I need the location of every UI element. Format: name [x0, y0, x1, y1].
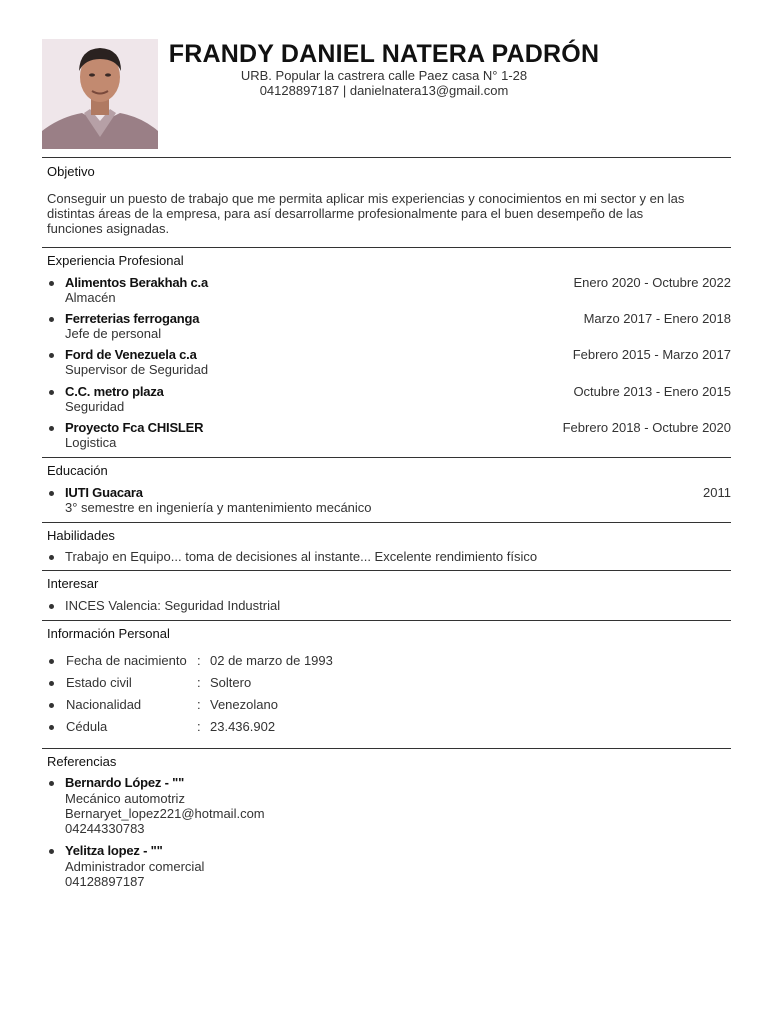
- experience-section: [42, 247, 731, 458]
- role: Seguridad: [65, 399, 125, 414]
- info-value: 23.436.902: [210, 719, 276, 734]
- personal-info-row: [47, 675, 731, 691]
- school-name: IUTI Guacara: [65, 485, 143, 500]
- reference-email: Bernaryet_lopez221@hotmail.com: [65, 806, 265, 821]
- education-year: 2011: [703, 485, 731, 500]
- info-colon: :: [197, 675, 201, 690]
- date-range: Enero 2020 - Octubre 2022: [573, 275, 731, 290]
- skill-item: [47, 549, 731, 565]
- section-title: Experiencia Profesional: [47, 253, 184, 268]
- company-name: Alimentos Berakhah c.a: [65, 275, 208, 290]
- personal-info-section: [42, 620, 731, 749]
- personal-info-row: [47, 653, 731, 669]
- reference-phone: 04128897187: [65, 874, 145, 889]
- bullet-icon: [49, 281, 54, 286]
- company-name: Ferreterias ferroganga: [65, 311, 200, 326]
- reference-item: [47, 843, 731, 891]
- bullet-icon: [49, 390, 54, 395]
- phone-email: 04128897187 | danielnatera13@gmail.com: [259, 83, 509, 98]
- experience-item: [47, 347, 731, 379]
- info-colon: :: [197, 719, 201, 734]
- objective-section: [42, 157, 731, 248]
- reference-phone: 04244330783: [65, 821, 145, 836]
- reference-name: Bernardo López - "": [65, 775, 185, 790]
- section-title: Habilidades: [47, 528, 115, 543]
- info-value: Venezolano: [210, 697, 278, 712]
- info-label: Fecha de nacimiento: [66, 653, 187, 668]
- experience-item: [47, 384, 731, 416]
- reference-name: Yelitza lopez - "": [65, 843, 163, 858]
- bullet-icon: [49, 491, 54, 496]
- objective-line: Conseguir un puesto de trabajo que me permita aplicar mis experiencias y conocimientos en mi sector y en las: [47, 191, 685, 206]
- date-range: Marzo 2017 - Enero 2018: [583, 311, 731, 326]
- bullet-icon: [49, 703, 54, 708]
- objective-line: funciones asignadas.: [47, 221, 170, 236]
- company-name: Ford de Venezuela c.a: [65, 347, 197, 362]
- education-detail: 3° semestre en ingeniería y mantenimiento mecánico: [65, 500, 372, 515]
- role: Logistica: [65, 435, 117, 450]
- interest-item: [47, 598, 731, 614]
- info-colon: :: [197, 697, 201, 712]
- role: Supervisor de Seguridad: [65, 362, 209, 377]
- info-colon: :: [197, 653, 201, 668]
- reference-detail: Mecánico automotriz: [65, 791, 185, 806]
- bullet-icon: [49, 725, 54, 730]
- info-value: Soltero: [210, 675, 252, 690]
- interests-section: [42, 570, 731, 621]
- role: Almacén: [65, 290, 116, 305]
- info-label: Nacionalidad: [66, 697, 142, 712]
- personal-info-row: [47, 719, 731, 735]
- objective-line: distintas áreas de la empresa, para así desarrollarme profesionalmente para el buen desempeño de las: [47, 206, 644, 221]
- interest-text: INCES Valencia: Seguridad Industrial: [65, 598, 281, 613]
- experience-item: [47, 311, 731, 343]
- section-title: Información Personal: [47, 626, 170, 641]
- experience-item: [47, 420, 731, 452]
- date-range: Febrero 2018 - Octubre 2020: [562, 420, 731, 435]
- candidate-name: FRANDY DANIEL NATERA PADRÓN: [168, 40, 600, 68]
- resume-header: [0, 0, 768, 155]
- bullet-icon: [49, 659, 54, 664]
- section-title: Educación: [47, 463, 108, 478]
- skill-text: Trabajo en Equipo... toma de decisiones al instante... Excelente rendimiento físico: [65, 549, 538, 564]
- info-label: Cédula: [66, 719, 108, 734]
- personal-info-row: [47, 697, 731, 713]
- info-label: Estado civil: [66, 675, 132, 690]
- education-item: [47, 485, 731, 517]
- role: Jefe de personal: [65, 326, 162, 341]
- date-range: Febrero 2015 - Marzo 2017: [572, 347, 731, 362]
- bullet-icon: [49, 849, 54, 854]
- section-title: Referencias: [47, 754, 117, 769]
- section-title: Objetivo: [47, 164, 95, 179]
- bullet-icon: [49, 681, 54, 686]
- bullet-icon: [49, 317, 54, 322]
- bullet-icon: [49, 781, 54, 786]
- references-section: [42, 748, 731, 899]
- bullet-icon: [49, 604, 54, 609]
- reference-detail: Administrador comercial: [65, 859, 205, 874]
- education-section: [42, 457, 731, 523]
- bullet-icon: [49, 426, 54, 431]
- reference-item: [47, 775, 731, 837]
- info-value: 02 de marzo de 1993: [210, 653, 333, 668]
- section-title: Interesar: [47, 576, 99, 591]
- bullet-icon: [49, 555, 54, 560]
- date-range: Octubre 2013 - Enero 2015: [573, 384, 731, 399]
- experience-item: [47, 275, 731, 307]
- bullet-icon: [49, 353, 54, 358]
- company-name: Proyecto Fca CHISLER: [65, 420, 204, 435]
- company-name: C.C. metro plaza: [65, 384, 164, 399]
- address: URB. Popular la castrera calle Paez casa N° 1-28: [240, 68, 528, 83]
- skills-section: [42, 522, 731, 571]
